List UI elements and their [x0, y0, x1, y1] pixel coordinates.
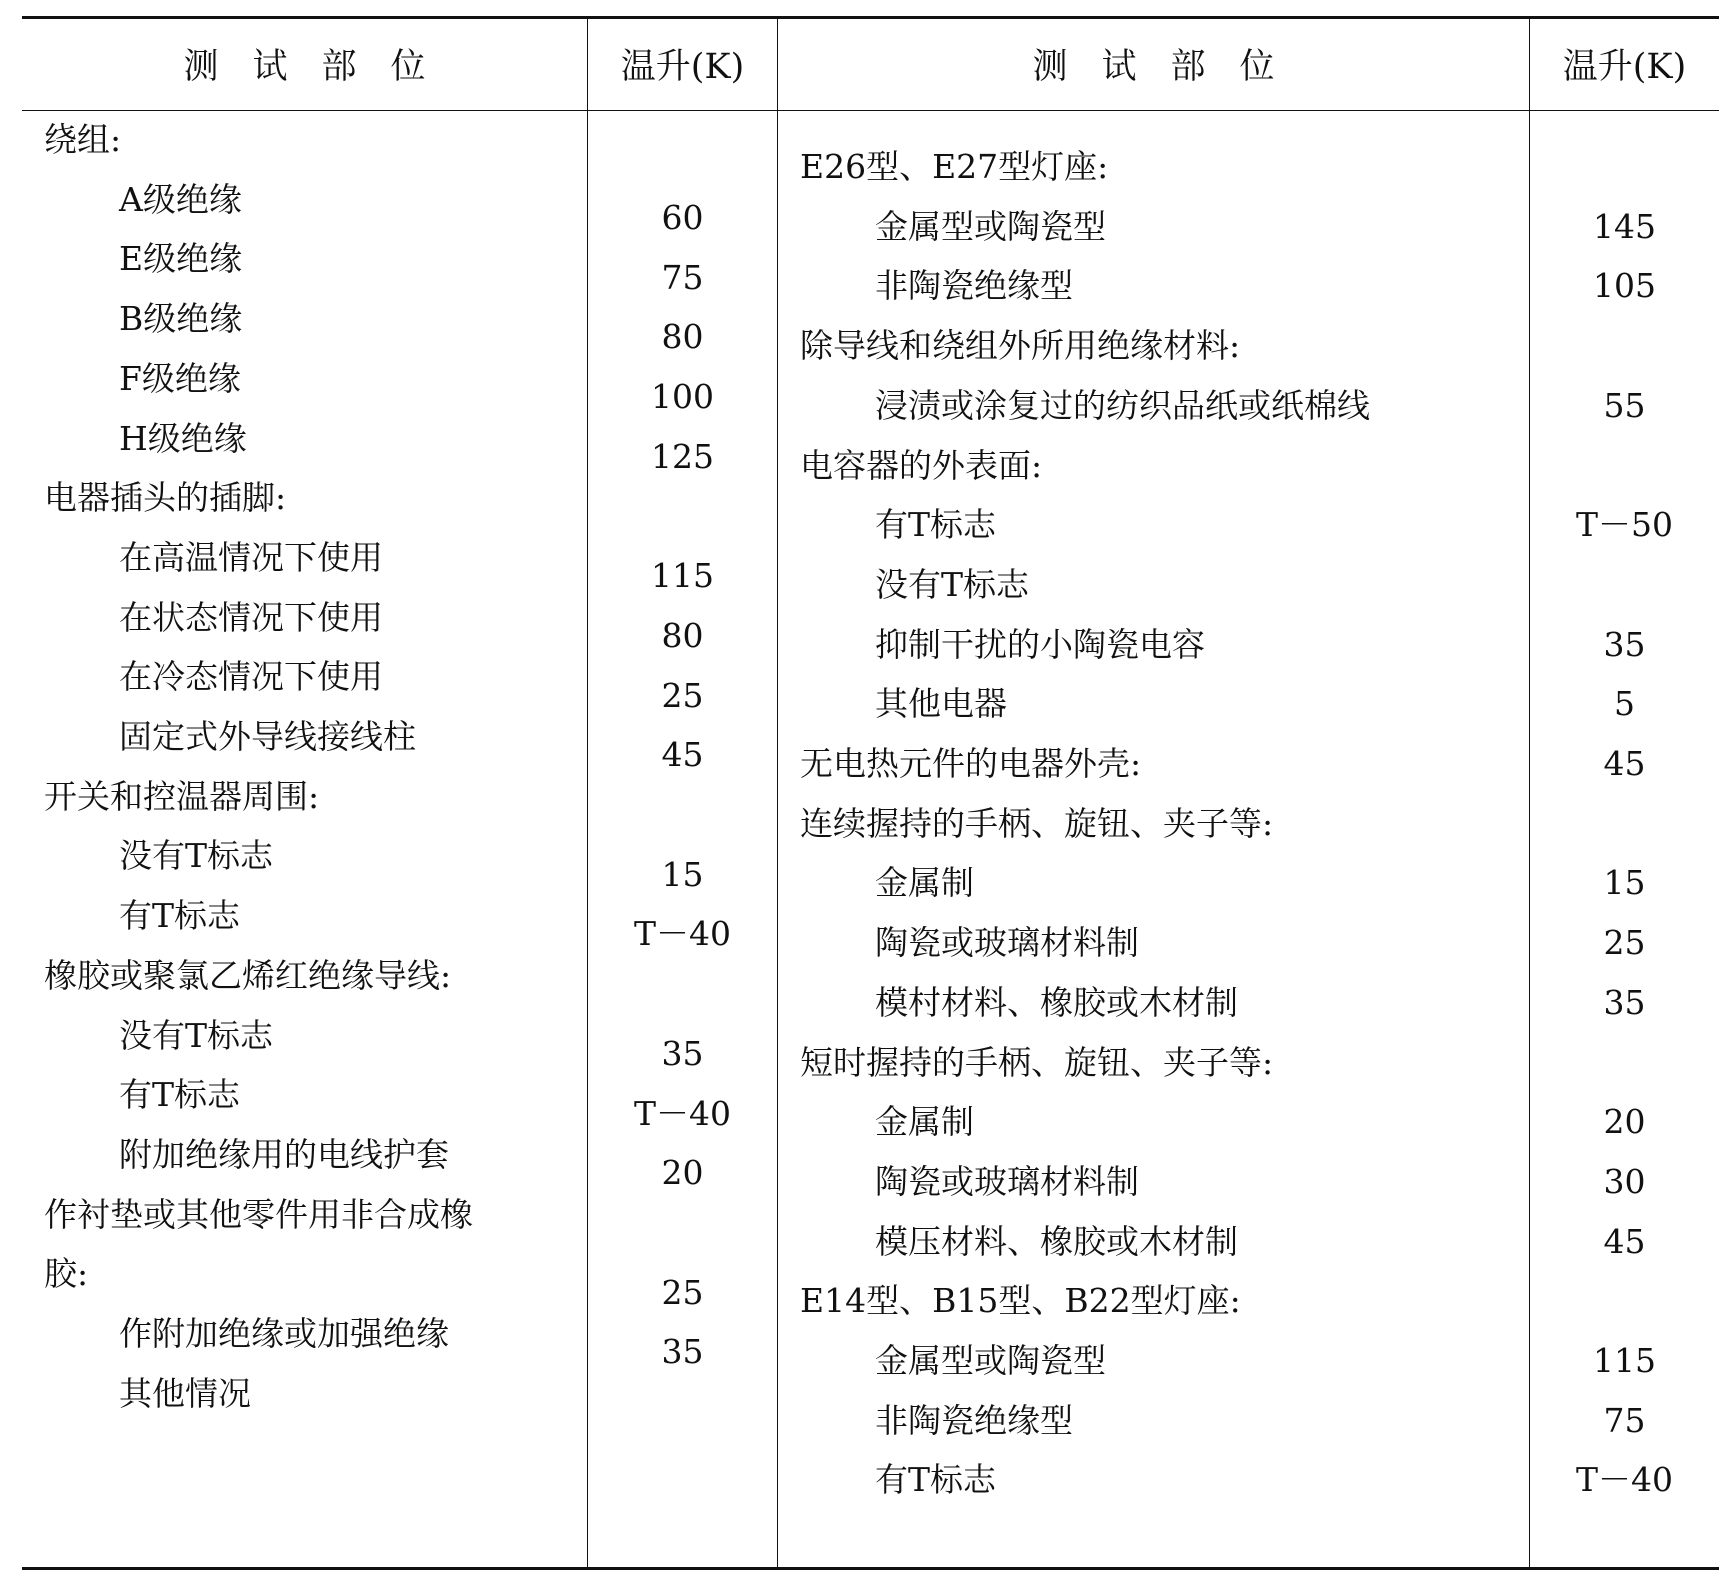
test-part-item: 在冷态情况下使用 — [119, 657, 383, 697]
test-part-item: 有T标志 — [875, 505, 997, 545]
temp-rise-value: 75 — [661, 257, 704, 297]
test-part-group: 作衬垫或其他零件用非合成橡 — [44, 1194, 473, 1234]
temp-rise-value: 115 — [1593, 1341, 1656, 1380]
header-temp-rise-right: 温升(K) — [1562, 46, 1687, 87]
temp-rise-value: 30 — [1603, 1161, 1646, 1201]
test-part-item: 固定式外导线接线柱 — [119, 717, 416, 756]
test-part-group: 连续握持的手柄、旋钮、夹子等: — [800, 803, 1274, 843]
header-test-part-left: 测试部位 — [183, 46, 460, 87]
temp-rise-value — [588, 1203, 777, 1263]
temp-rise-value: T－40 — [633, 914, 731, 954]
test-part-item: 没有T标志 — [119, 1015, 274, 1055]
column-divider — [777, 16, 778, 1569]
temp-rise-value: 35 — [1603, 982, 1646, 1022]
test-part-item: H级绝缘 — [119, 418, 247, 458]
temp-rise-value: 45 — [1603, 1221, 1646, 1261]
temp-rise-value: 5 — [1614, 684, 1635, 724]
header-test-part-right: 测试部位 — [1032, 46, 1309, 87]
temp-rise-value — [1530, 555, 1719, 615]
temp-rise-value — [1530, 1271, 1719, 1331]
temp-rise-value: T－50 — [1575, 505, 1673, 545]
temp-rise-value — [1530, 316, 1719, 376]
test-part-item: 有T标志 — [119, 896, 241, 936]
test-part-item: F级绝缘 — [119, 358, 241, 398]
temp-rise-value: 25 — [661, 675, 704, 715]
test-part-item: 陶瓷或玻璃材料制 — [875, 1161, 1139, 1201]
temp-rise-value: 20 — [661, 1153, 704, 1193]
test-part-group: 绕组: — [44, 120, 122, 159]
test-part-item: B级绝缘 — [119, 299, 243, 339]
temp-rise-value: 35 — [1603, 624, 1646, 664]
test-part-item: 金属型或陶瓷型 — [875, 206, 1106, 246]
test-part-item: 其他电器 — [875, 684, 1007, 724]
temp-rise-value: 75 — [1603, 1400, 1646, 1440]
test-part-item: 模压材料、橡胶或木材制 — [875, 1221, 1238, 1261]
temp-rise-value: 25 — [661, 1272, 704, 1312]
test-part-item: 抑制干扰的小陶瓷电容 — [875, 624, 1205, 664]
temp-rise-value: 105 — [1593, 266, 1656, 306]
temp-rise-value: 145 — [1593, 206, 1656, 246]
temp-rise-value: 45 — [1603, 744, 1646, 783]
temp-rise-value — [1530, 1033, 1719, 1093]
test-part-item: A级绝缘 — [119, 179, 242, 219]
test-part-item: 浸渍或涂复过的纺织品纸或纸棉线 — [875, 385, 1370, 425]
test-part-item: 金属型或陶瓷型 — [875, 1341, 1106, 1380]
test-part-group: 电器插头的插脚: — [44, 478, 287, 518]
test-part-item: 陶瓷或玻璃材料制 — [875, 923, 1139, 963]
test-part-item: 有T标志 — [119, 1075, 241, 1115]
test-part-item: 其他情况 — [119, 1373, 251, 1413]
temp-rise-value — [1530, 794, 1719, 854]
test-part-item: 没有T标志 — [875, 564, 1030, 604]
test-part-item: 模村材料、橡胶或木材制 — [875, 982, 1238, 1022]
temp-rise-value: 60 — [661, 198, 704, 237]
temp-rise-value: 55 — [1603, 385, 1646, 425]
test-part-item: 附加绝缘用的电线护套 — [119, 1134, 449, 1174]
header-temp-rise-left: 温升(K) — [620, 46, 745, 87]
test-part-item: 作附加绝缘或加强绝缘 — [119, 1314, 449, 1353]
test-part-group: 除导线和绕组外所用绝缘材料: — [800, 326, 1241, 366]
temp-rise-value: T－40 — [1575, 1460, 1673, 1500]
test-part-item: 金属制 — [875, 863, 974, 903]
test-part-item: 在状态情况下使用 — [119, 597, 383, 637]
test-part-item: 非陶瓷绝缘型 — [875, 1400, 1073, 1440]
temp-rise-value: 125 — [651, 436, 714, 476]
temp-rise-value: 115 — [651, 556, 714, 596]
temp-rise-value: 80 — [661, 317, 704, 357]
temp-rise-value — [1530, 137, 1719, 197]
temp-rise-value: 15 — [1603, 863, 1646, 903]
temp-rise-value — [588, 964, 777, 1024]
temp-rise-value — [588, 487, 777, 547]
temp-rise-value: 20 — [1603, 1102, 1646, 1142]
temp-rise-value — [1530, 436, 1719, 496]
temp-rise-value: T－40 — [633, 1093, 731, 1133]
temp-rise-value — [588, 785, 777, 845]
test-part-group: 无电热元件的电器外壳: — [800, 744, 1142, 783]
test-part-item: 没有T标志 — [119, 836, 274, 876]
temp-rise-value: 25 — [1603, 923, 1646, 963]
test-part-group: 开关和控温器周围: — [44, 776, 320, 816]
temp-rise-value: 100 — [651, 377, 714, 417]
test-part-item: 在高温情况下使用 — [119, 537, 383, 577]
test-part-group: 橡胶或聚氯乙烯红绝缘导线: — [44, 955, 452, 995]
test-part-group: 胶: — [44, 1254, 89, 1294]
test-part-group: E14型、B15型、B22型灯座: — [800, 1281, 1241, 1321]
test-part-group: 电容器的外表面: — [800, 445, 1043, 485]
test-part-group: E26型、E27型灯座: — [800, 147, 1109, 186]
temp-rise-value: 80 — [661, 615, 704, 655]
temp-rise-value: 35 — [661, 1033, 704, 1073]
temperature-rise-table — [22, 16, 1719, 1571]
test-part-group: 短时握持的手柄、旋钮、夹子等: — [800, 1042, 1274, 1082]
test-part-item: E级绝缘 — [119, 239, 243, 279]
temp-rise-value: 15 — [661, 854, 704, 894]
bottom-rule — [22, 1567, 1719, 1570]
test-part-item: 金属制 — [875, 1102, 974, 1142]
temp-rise-value: 35 — [661, 1332, 704, 1372]
temp-rise-value: 45 — [661, 735, 704, 775]
test-part-item: 有T标志 — [875, 1460, 997, 1500]
test-part-item: 非陶瓷绝缘型 — [875, 266, 1073, 306]
